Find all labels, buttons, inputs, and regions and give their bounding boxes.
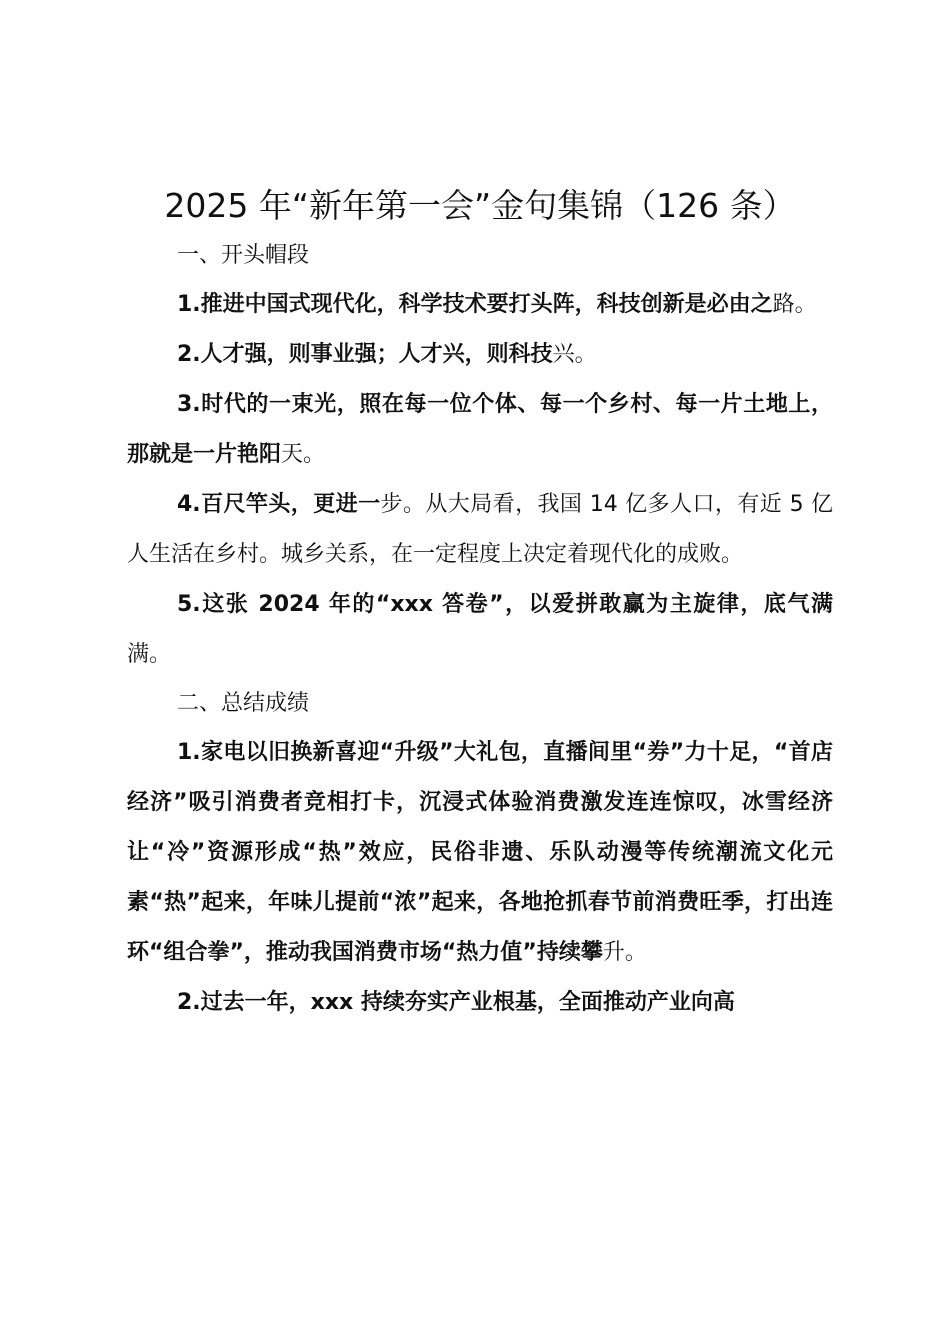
list-item — [127, 380, 833, 480]
list-item — [127, 280, 833, 330]
list-item — [127, 978, 833, 1028]
item-bold-text: 2.人才强，则事业强；人才兴，则科技 — [177, 342, 553, 367]
item-bold-text: 5.这张 2024 年的“xxx 答卷”，以爱拼敢赢为主旋律，底气满 — [177, 592, 833, 617]
item-normal-text: 路。 — [772, 292, 817, 317]
document-title: 2025 年“新年第一会”金句集锦（126 条） — [164, 186, 796, 225]
section-heading-2: 二、总结成绩 — [177, 691, 310, 716]
list-item — [127, 728, 833, 978]
item-bold-text: 2.过去一年，xxx 持续夯实产业根基，全面推动产业向高 — [177, 990, 735, 1015]
item-bold-text: 4.百尺竿头，更进一 — [177, 492, 381, 517]
item-bold-text: 3.时代的一束光，照在每一位个体、每一个乡村、每一片土地上，那就是一片艳阳 — [127, 392, 833, 467]
list-item — [127, 480, 833, 580]
item-normal-text: 步。从大局看，我国 14 亿多人口，有近 5 亿人生活在乡村。城乡关系，在一定程度上决定着现代化的成败。 — [127, 492, 834, 567]
section-heading-1: 一、开头帽段 — [177, 243, 310, 268]
item-normal-text: 天。 — [281, 442, 326, 467]
item-bold-text: 1.推进中国式现代化，科学技术要打头阵，科技创新是必由之 — [177, 292, 773, 317]
list-item — [127, 580, 833, 680]
list-item — [127, 330, 833, 380]
item-normal-text: 满。 — [127, 642, 172, 667]
item-bold-text: 1.家电以旧换新喜迎“升级”大礼包，直播间里“券”力十足，“首店经济”吸引消费者竞相打卡，沉浸式体验消费激发连连惊叹，冰雪经济让“冷”资源形成“热”效应，民俗非遗、乐队动漫等传统潮流文化元素“热”起来，年味儿提前“浓”起来，各地抢抓春节前消费旺季，打出连环“组合拳”，推动我国消费市场“热力值”持续攀 — [127, 740, 833, 965]
item-normal-text: 升。 — [602, 940, 647, 965]
item-normal-text: 兴。 — [552, 342, 597, 367]
document-page — [127, 180, 833, 1028]
